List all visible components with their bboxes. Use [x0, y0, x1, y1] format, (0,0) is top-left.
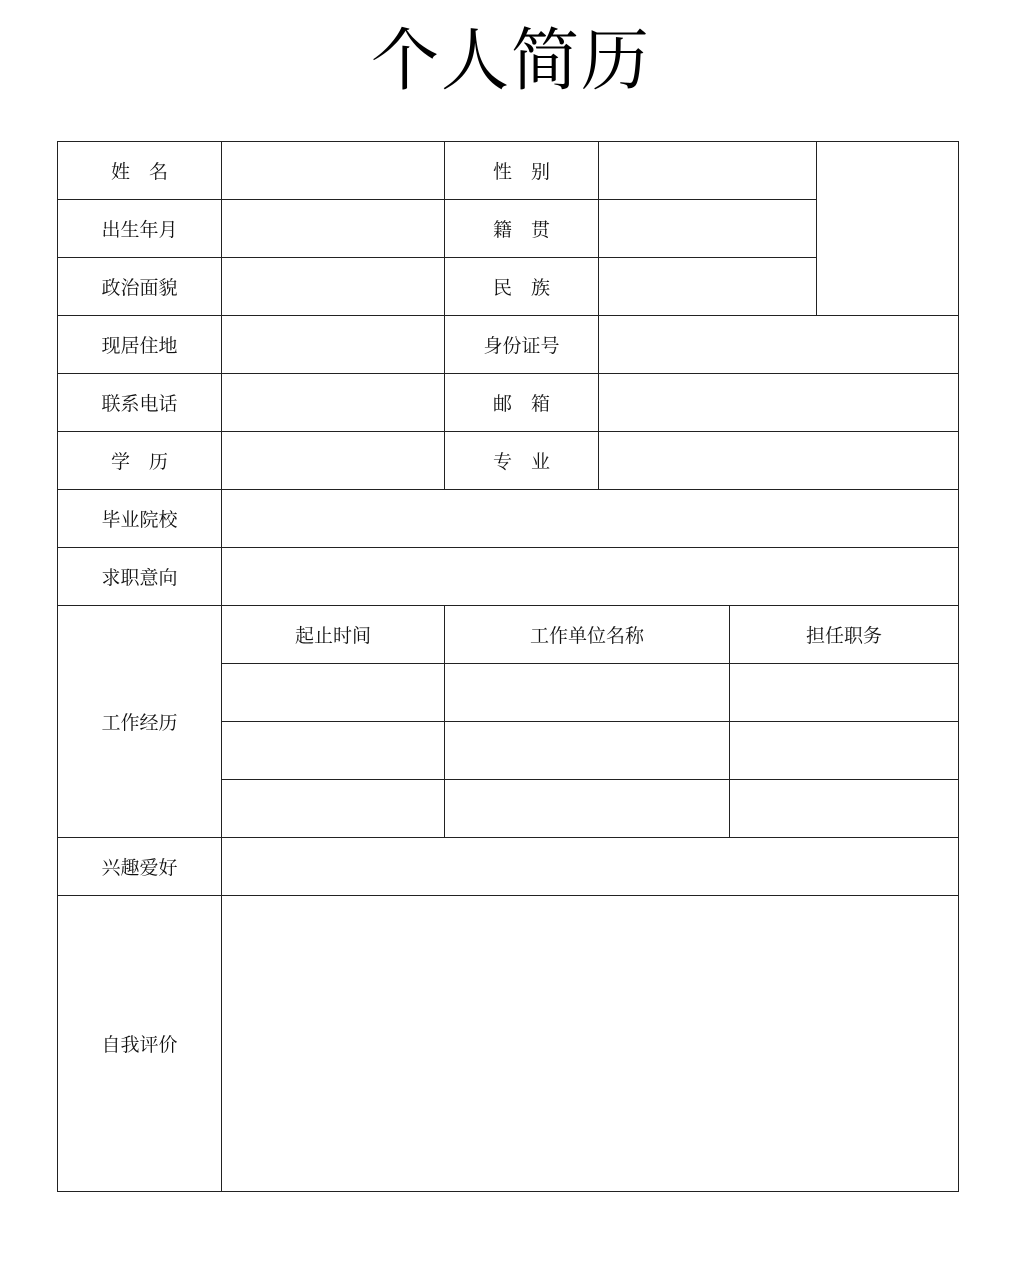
- work-header-company: 工作单位名称: [445, 606, 730, 664]
- field-birth[interactable]: [222, 200, 445, 258]
- field-name[interactable]: [222, 142, 445, 200]
- label-id-number: 身份证号: [445, 316, 599, 374]
- field-email[interactable]: [599, 374, 959, 432]
- field-address[interactable]: [222, 316, 445, 374]
- row-job-intention: [58, 548, 959, 606]
- label-native-place: 籍 贯: [445, 200, 599, 258]
- row-hobbies: [58, 838, 959, 896]
- work-header-position: 担任职务: [730, 606, 959, 664]
- label-ethnicity: 民 族: [445, 258, 599, 316]
- page-title: 个人简历: [370, 22, 651, 101]
- label-birth: 出生年月: [58, 200, 222, 258]
- field-job-intention[interactable]: [222, 548, 959, 606]
- label-job-intention: 求职意向: [58, 548, 222, 606]
- row-self-evaluation: [58, 896, 959, 1192]
- work-period-cell[interactable]: [222, 664, 445, 722]
- work-position-cell[interactable]: [730, 722, 959, 780]
- label-gender: 性 别: [445, 142, 599, 200]
- label-name: 姓 名: [58, 142, 222, 200]
- field-ethnicity[interactable]: [599, 258, 817, 316]
- work-header-period: 起止时间: [222, 606, 445, 664]
- row-school: [58, 490, 959, 548]
- work-position-cell[interactable]: [730, 664, 959, 722]
- field-id-number[interactable]: [599, 316, 959, 374]
- label-work-experience: 工作经历: [58, 606, 222, 838]
- label-phone: 联系电话: [58, 374, 222, 432]
- field-phone[interactable]: [222, 374, 445, 432]
- row-name: [58, 142, 959, 200]
- field-native-place[interactable]: [599, 200, 817, 258]
- field-major[interactable]: [599, 432, 959, 490]
- label-self-evaluation: 自我评价: [58, 896, 222, 1192]
- field-school[interactable]: [222, 490, 959, 548]
- label-email: 邮 箱: [445, 374, 599, 432]
- field-hobbies[interactable]: [222, 838, 959, 896]
- work-period-cell[interactable]: [222, 780, 445, 838]
- work-position-cell[interactable]: [730, 780, 959, 838]
- row-address: [58, 316, 959, 374]
- resume-table: [57, 141, 959, 1192]
- work-company-cell[interactable]: [445, 664, 730, 722]
- field-gender[interactable]: [599, 142, 817, 200]
- label-education: 学 历: [58, 432, 222, 490]
- work-company-cell[interactable]: [445, 722, 730, 780]
- row-work-header: [58, 606, 959, 664]
- row-phone: [58, 374, 959, 432]
- label-hobbies: 兴趣爱好: [58, 838, 222, 896]
- label-political-status: 政治面貌: [58, 258, 222, 316]
- field-education[interactable]: [222, 432, 445, 490]
- label-major: 专 业: [445, 432, 599, 490]
- work-company-cell[interactable]: [445, 780, 730, 838]
- label-school: 毕业院校: [58, 490, 222, 548]
- field-political-status[interactable]: [222, 258, 445, 316]
- label-address: 现居住地: [58, 316, 222, 374]
- photo-box[interactable]: [817, 142, 959, 316]
- field-self-evaluation[interactable]: [222, 896, 959, 1192]
- row-education: [58, 432, 959, 490]
- work-period-cell[interactable]: [222, 722, 445, 780]
